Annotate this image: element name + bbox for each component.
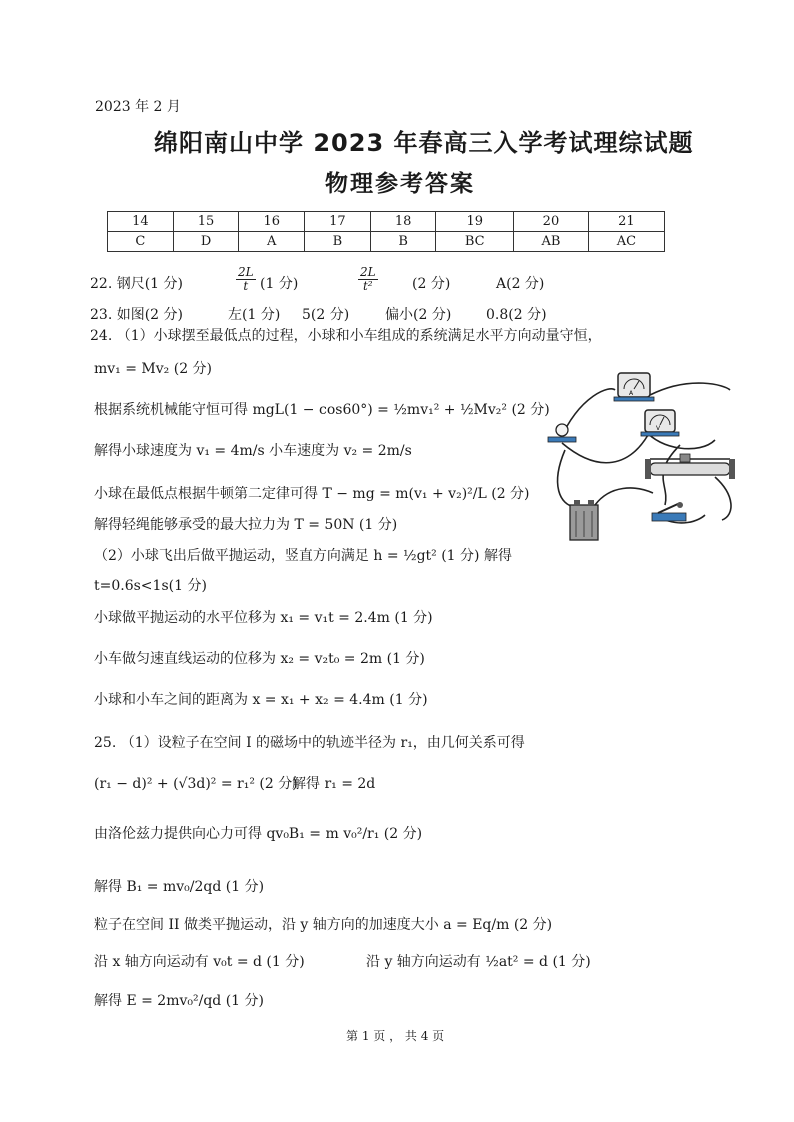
q24-line-4: 解得小球速度为 v₁ = 4m/s 小车速度为 v₂ = 2m/s [94, 443, 412, 459]
table-cell: AB [514, 232, 589, 252]
table-cell: 20 [514, 212, 589, 232]
battery-icon [570, 500, 598, 540]
q25-line-6: 沿 x 轴方向运动有 v₀t = d (1 分) [94, 954, 305, 970]
q25-line-7: 解得 E = 2mv₀²/qd (1 分) [94, 993, 264, 1009]
table-cell: B [370, 232, 436, 252]
q24-line-9: 小球做平抛运动的水平位移为 x₁ = v₁t = 2.4m (1 分) [94, 610, 433, 626]
answer-row [108, 232, 665, 252]
page-subtitle: 物理参考答案 [325, 171, 475, 197]
q24-line-5: 小球在最低点根据牛顿第二定律可得 T − mg = m(v₁ + v₂)²/L (2 分) [94, 486, 530, 502]
fraction-numerator: 2L [360, 265, 376, 279]
ammeter-icon [614, 373, 654, 401]
q24-line-8: t=0.6s<1s(1 分) [94, 578, 207, 594]
fraction-denominator: t [243, 279, 249, 293]
q24-line-3: 根据系统机械能守恒可得 mgL(1 − cos60°) = ½mv₁² + ½Mv₂² (2 分) [94, 402, 550, 418]
q23-part1: 23. 如图(2 分) [90, 307, 183, 323]
table-cell: 19 [436, 212, 514, 232]
q24-line-7: （2）小球飞出后做平抛运动，竖直方向满足 h = ½gt² (1 分) 解得 [94, 548, 512, 564]
page-title: 绵阳南山中学 2023 年春高三入学考试理综试题 [154, 129, 694, 157]
table-cell: 16 [239, 212, 305, 232]
wire [595, 488, 653, 505]
q23-part5: 0.8(2 分) [486, 307, 547, 323]
table-cell: A [239, 232, 305, 252]
q25-line-1: 25. （1）设粒子在空间 I 的磁场中的轨迹半径为 r₁，由几何关系可得 [94, 735, 525, 751]
answer-table [107, 211, 665, 252]
table-cell: 21 [588, 212, 664, 232]
switch-icon [652, 502, 686, 521]
ammeter-label: A [629, 390, 634, 397]
table-cell: 14 [108, 212, 174, 232]
q22-line [90, 265, 750, 304]
voltmeter-icon [641, 410, 679, 436]
question-number-row [108, 212, 665, 232]
table-cell: BC [436, 232, 514, 252]
q22-fraction-2 [358, 266, 378, 293]
wire [558, 450, 575, 507]
q24-line-10: 小车做匀速直线运动的位移为 x₂ = v₂t₀ = 2m (1 分) [94, 651, 425, 667]
q22-part1: 22. 钢尺(1 分) [90, 276, 183, 292]
q25-line-6b: 沿 y 轴方向运动有 ½at² = d (1 分) [366, 954, 591, 970]
q23-part3: 5(2 分) [302, 307, 350, 323]
q24-line-2: mv₁ = Mv₂ (2 分) [94, 361, 213, 377]
table-cell: 18 [370, 212, 436, 232]
q24-line-1: 24. （1）小球摆至最低点的过程，小球和小车组成的系统满足水平方向动量守恒， [90, 328, 602, 344]
voltmeter-label: V [656, 425, 661, 432]
q25-line-2b: 解得 r₁ = 2d [292, 776, 376, 792]
q23-part4: 偏小(2 分) [385, 307, 452, 323]
bulb-icon [548, 424, 576, 442]
q25-line-4: 解得 B₁ = mv₀/2qd (1 分) [94, 879, 265, 895]
q24-line-11: 小球和小车之间的距离为 x = x₁ + x₂ = 4.4m (1 分) [94, 692, 428, 708]
q25-line-3: 由洛伦兹力提供向心力可得 qv₀B₁ = m v₀²/r₁ (2 分) [94, 826, 423, 842]
circuit-diagram [540, 355, 740, 545]
wire [560, 389, 615, 440]
wire [715, 477, 731, 520]
table-cell: C [108, 232, 174, 252]
q25-line-2: (r₁ − d)² + (√3d)² = r₁² (2 分) [94, 776, 298, 792]
wire [650, 383, 730, 395]
rheostat-icon [645, 454, 735, 479]
date-header: 2023 年 2 月 [95, 99, 181, 115]
q23-line [90, 304, 750, 324]
q22-part3: (2 分) [412, 276, 451, 292]
q23-part2: 左(1 分) [228, 307, 281, 323]
table-cell: AC [588, 232, 664, 252]
fraction-denominator: t² [362, 279, 373, 293]
table-cell: D [173, 232, 239, 252]
table-cell: 15 [173, 212, 239, 232]
q22-part2: (1 分) [260, 276, 299, 292]
q22-part4: A(2 分) [496, 276, 545, 292]
q24-line-6: 解得轻绳能够承受的最大拉力为 T = 50N (1 分) [94, 517, 398, 533]
table-cell: 17 [305, 212, 371, 232]
q25-line-5: 粒子在空间 II 做类平抛运动，沿 y 轴方向的加速度大小 a = Eq/m (2 分) [94, 917, 553, 933]
fraction-numerator: 2L [238, 265, 254, 279]
q22-fraction-1 [236, 266, 256, 293]
page-footer: 第 1 页 ， 共 4 页 [346, 1029, 445, 1043]
table-cell: B [305, 232, 371, 252]
